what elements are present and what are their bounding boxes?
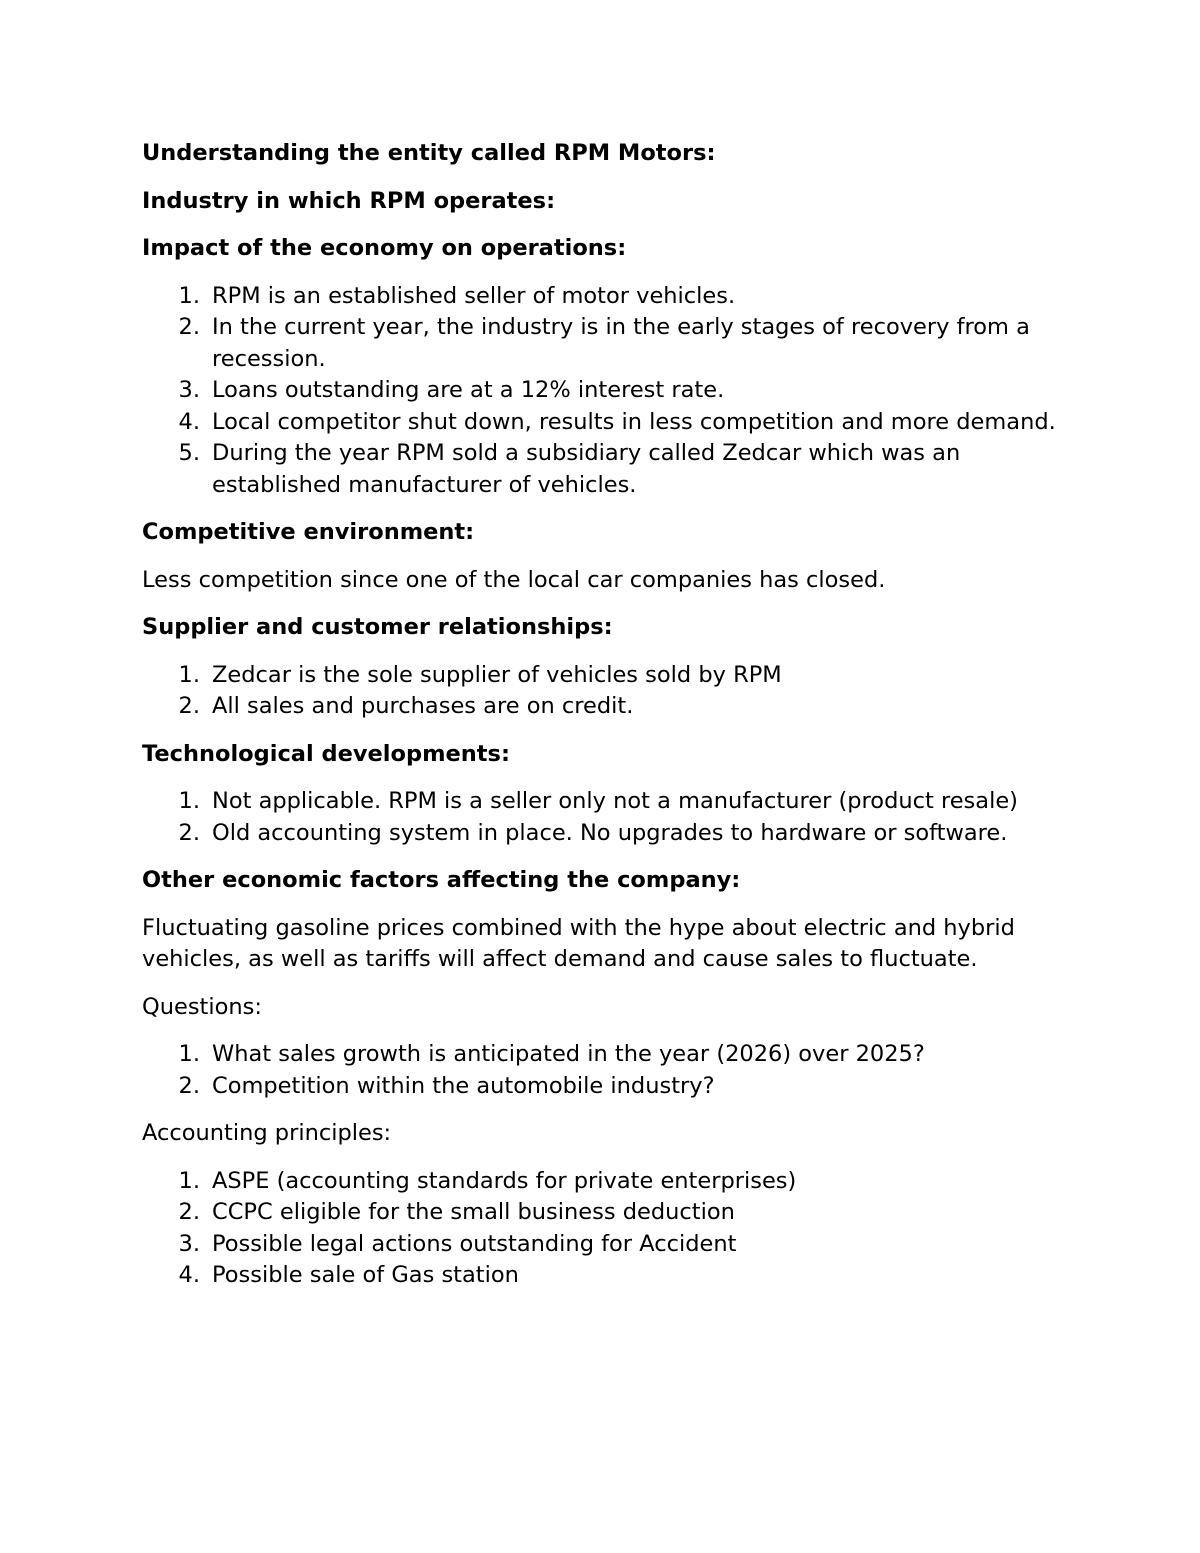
list-item: 1. Zedcar is the sole supplier of vehicles sold by RPM (178, 661, 782, 688)
list-item: 5. During the year RPM sold a subsidiary called Zedcar which was an established manufacturer of vehicles. (178, 440, 961, 498)
list-item: 1. ASPE (accounting standards for private enterprises) (178, 1167, 797, 1194)
economy-list (142, 281, 1082, 502)
list-item: 3. Loans outstanding are at a 12% interest rate. (178, 377, 725, 403)
accounting-heading: Accounting principles: (142, 1120, 392, 1146)
technology-heading: Technological developments: (142, 740, 510, 767)
document-page (142, 138, 1082, 1308)
list-item: 2. In the current year, the industry is in the early stages of recovery from a recession. (178, 314, 1030, 372)
other-factors-heading: Other economic factors affecting the company: (142, 867, 741, 893)
list-item: 1. Not applicable. RPM is a seller only not a manufacturer (product resale) (178, 788, 1018, 814)
list-item: 4. Local competitor shut down, results in less competition and more demand. (178, 408, 1056, 435)
technology-list (142, 786, 1082, 849)
document-title: Understanding the entity called RPM Motors: (142, 140, 716, 166)
list-item: 2. All sales and purchases are on credit. (178, 693, 634, 719)
questions-list (142, 1039, 1082, 1102)
list-item: 2. Old accounting system in place. No upgrades to hardware or software. (178, 819, 1008, 846)
list-item: 3. Possible legal actions outstanding for Accident (178, 1230, 737, 1257)
economy-heading: Impact of the economy on operations: (142, 235, 627, 261)
list-item: 2. Competition within the automobile industry? (178, 1072, 715, 1099)
industry-heading: Industry in which RPM operates: (142, 187, 556, 214)
list-item: 4. Possible sale of Gas station (178, 1262, 519, 1288)
list-item: 1. What sales growth is anticipated in the year (2026) over 2025? (178, 1041, 925, 1067)
questions-heading: Questions: (142, 993, 262, 1020)
supplier-list (142, 660, 1082, 723)
competitive-text: Less competition since one of the local car companies has closed. (142, 566, 886, 593)
accounting-list (142, 1166, 1082, 1292)
other-factors-text: Fluctuating gasoline prices combined with the hype about electric and hybrid vehicles, as well as tariffs will affect demand and cause sales to fluctuate. (142, 914, 1015, 972)
list-item: 1. RPM is an established seller of motor vehicles. (178, 282, 736, 309)
list-item: 2. CCPC eligible for the small business deduction (178, 1199, 735, 1225)
competitive-heading: Competitive environment: (142, 519, 475, 545)
supplier-heading: Supplier and customer relationships: (142, 614, 613, 640)
